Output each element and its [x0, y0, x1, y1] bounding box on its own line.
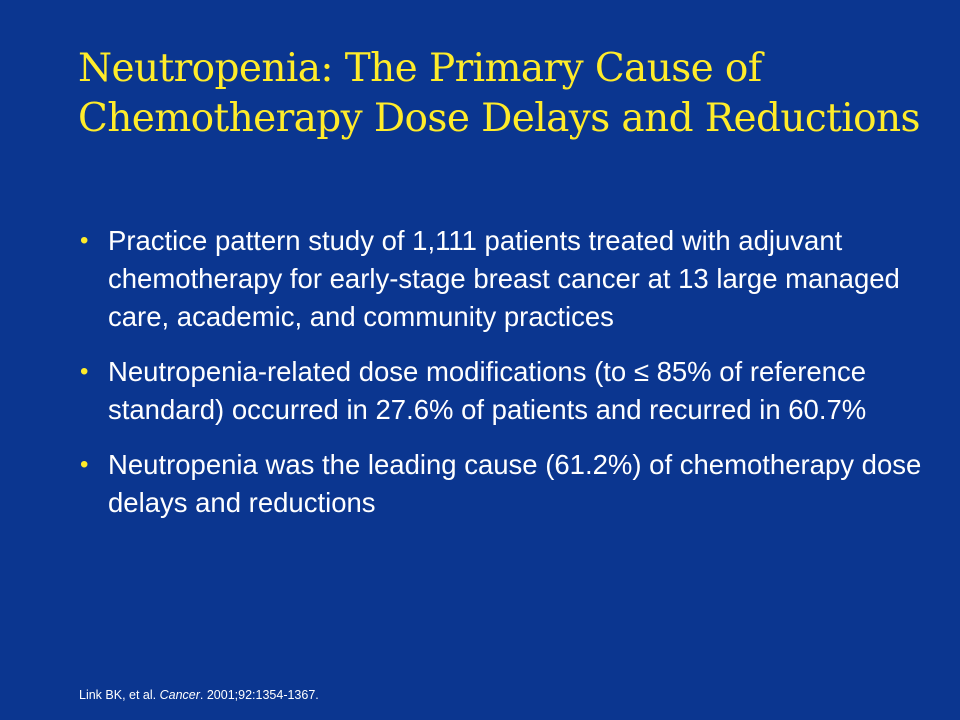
citation-journal: Cancer: [159, 688, 200, 702]
bullet-item-study: [78, 222, 928, 336]
bullet-item-dose-modifications: [78, 353, 928, 429]
bullet-point-icon: •: [80, 227, 89, 254]
citation: [79, 687, 319, 703]
bullet-point-icon: •: [80, 358, 89, 385]
bullet-item-leading-cause: [78, 446, 928, 522]
bullet-text: Neutropenia was the leading cause (61.2%) of chemotherapy dose delays and reductions: [108, 449, 922, 518]
bullet-text: Neutropenia-related dose modifications (to ≤ 85% of reference standard) occurred in 27.6% of patients and recurred in 60.7%: [108, 356, 867, 425]
slide-title: [78, 44, 938, 144]
bullet-point-icon: •: [80, 451, 89, 478]
title-line-1: Neutropenia: The Primary Cause of: [78, 46, 762, 91]
citation-authors: Link BK, et al.: [79, 688, 160, 702]
citation-details: . 2001;92:1354-1367.: [199, 688, 319, 702]
title-line-2: Chemotherapy Dose Delays and Reductions: [78, 96, 920, 141]
bullet-list: [78, 222, 928, 539]
bullet-text: Practice pattern study of 1,111 patients treated with adjuvant chemotherapy for early-stage breast cancer at 13 large managed care, academic, and community practices: [108, 225, 900, 332]
